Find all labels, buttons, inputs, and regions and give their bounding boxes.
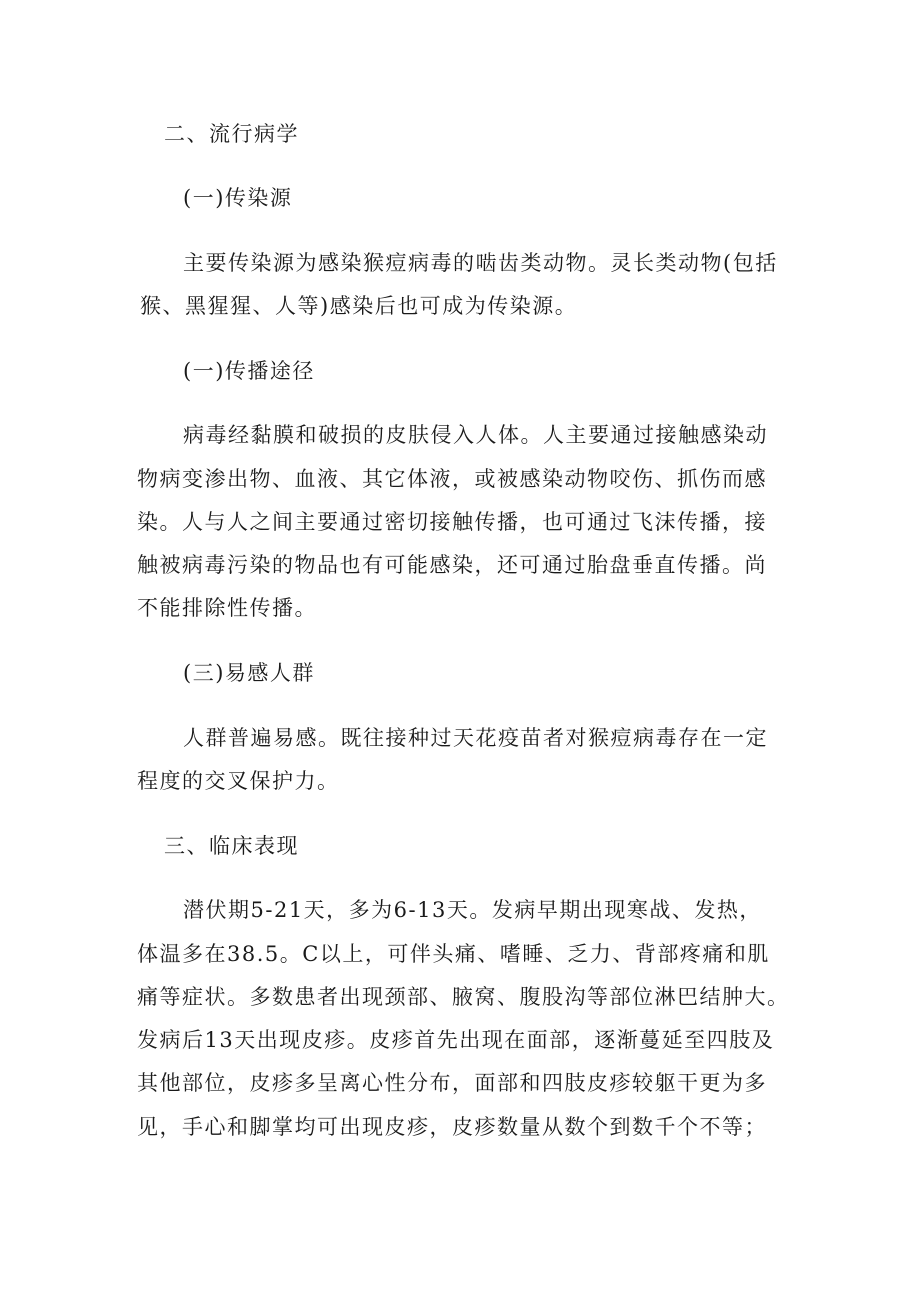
paragraph-line: 物病变渗出物、血液、其它体液，或被感染动物咬伤、抓伤而感 <box>137 467 767 491</box>
paragraph-line: 发病后13天出现皮疹。皮疹首先出现在面部，逐渐蔓延至四肢及 <box>137 1028 775 1052</box>
paragraph-line: 不能排除性传播。 <box>137 596 317 620</box>
subheading-infection-source: (一)传染源 <box>183 186 293 210</box>
paragraph-line: 触被病毒污染的物品也有可能感染，还可通过胎盘垂直传播。尚 <box>137 553 767 577</box>
paragraph-line: 其他部位，皮疹多呈离心性分布，面部和四肢皮疹较躯干更为多 <box>137 1071 767 1095</box>
paragraph-line: 猴、黑猩猩、人等)感染后也可成为传染源。 <box>140 294 578 318</box>
paragraph-line: 体温多在38.5。C以上，可伴头痛、嗜睡、乏力、背部疼痛和肌 <box>137 942 770 966</box>
paragraph-line: 潜伏期5-21天，多为6-13天。发病早期出现寒战、发热， <box>183 898 762 922</box>
subheading-transmission-route: (一)传播途径 <box>183 359 315 383</box>
paragraph-line: 人群普遍易感。既往接种过天花疫苗者对猴痘病毒存在一定 <box>183 726 768 750</box>
paragraph-line: 痛等症状。多数患者出现颈部、腋窝、腹股沟等部位淋巴结肿大。 <box>137 985 790 1009</box>
paragraph-line: 病毒经黏膜和破损的皮肤侵入人体。人主要通过接触感染动 <box>183 423 768 447</box>
section-heading-clinical-manifestations: 三、临床表现 <box>164 834 299 858</box>
paragraph-line: 程度的交叉保护力。 <box>137 769 340 793</box>
subheading-susceptible-population: (三)易感人群 <box>183 661 315 685</box>
paragraph-line: 染。人与人之间主要通过密切接触传播，也可通过飞沫传播，接 <box>137 510 767 534</box>
section-heading-epidemiology: 二、流行病学 <box>164 122 299 146</box>
paragraph-line: 主要传染源为感染猴痘病毒的啮齿类动物。灵长类动物(包括 <box>183 251 778 275</box>
paragraph-line: 见，手心和脚掌均可出现皮疹，皮疹数量从数个到数千个不等； <box>137 1115 767 1139</box>
